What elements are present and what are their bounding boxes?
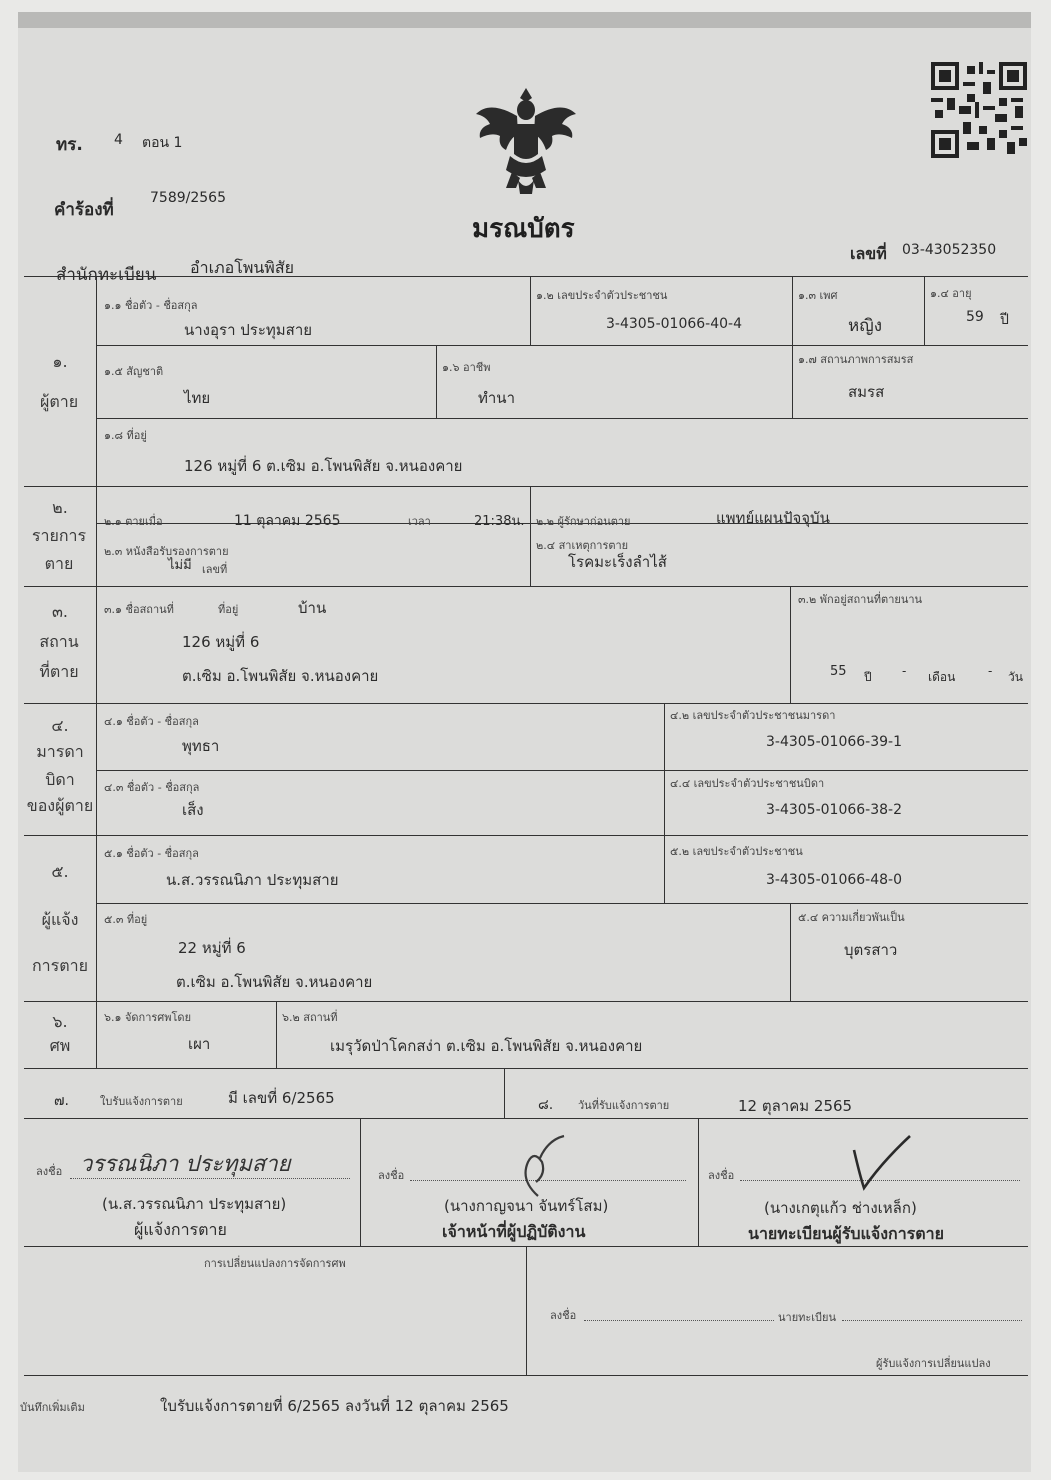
signature-2-role: เจ้าหน้าที่ผู้ปฏิบัติงาน xyxy=(442,1222,586,1241)
funeral-by-label: ๖.๑ จัดการศพโดย xyxy=(104,1011,192,1024)
document-title: มรณบัตร xyxy=(472,214,575,244)
age-unit: ปี xyxy=(1000,312,1009,328)
section-5-number: ๕. xyxy=(51,862,69,881)
relationship-value: บุตรสาว xyxy=(844,941,898,959)
informant-name: น.ส.วรรณนิภา ประทุมสาย xyxy=(166,871,339,889)
stay-months: - xyxy=(902,664,907,678)
form-code-value: 4 xyxy=(114,132,123,148)
change-sign-label: ลงชื่อ xyxy=(550,1309,577,1322)
notification-receipt-value: มี เลขที่ 6/2565 xyxy=(228,1089,335,1107)
death-cause-value: โรคมะเร็งลำไส้ xyxy=(568,553,667,571)
section-5-title: ผู้แจ้ง xyxy=(41,910,79,929)
section-6-title: ศพ xyxy=(49,1036,71,1055)
relationship-label: ๕.๔ ความเกี่ยวพันเป็น xyxy=(798,911,905,924)
informant-id: 3-4305-01066-48-0 xyxy=(766,872,903,888)
stay-years-unit: ปี xyxy=(864,670,872,684)
sex-value: หญิง xyxy=(848,316,882,336)
father-name-label: ๔.๓ ชื่อตัว - ชื่อสกุล xyxy=(104,781,200,794)
informant-name-label: ๕.๑ ชื่อตัว - ชื่อสกุล xyxy=(104,847,199,860)
death-cause-label: ๒.๔ สาเหตุการตาย xyxy=(536,539,629,552)
certificate-number-label: เลขที่ xyxy=(850,244,887,263)
section-2-title: รายการ xyxy=(31,526,87,545)
stay-days-unit: วัน xyxy=(1008,670,1023,684)
form-code-label: ทร. xyxy=(56,135,83,155)
signature-2-name: (นางกาญจนา จันทร์โสม) xyxy=(444,1197,609,1215)
section-3-title: สถาน xyxy=(39,632,79,651)
informant-address-label: ๕.๓ ที่อยู่ xyxy=(104,913,148,926)
death-place-label: ๓.๑ ชื่อสถานที่ xyxy=(104,603,174,616)
funeral-by-value: เผา xyxy=(188,1035,211,1053)
stay-years: 55 xyxy=(830,664,847,679)
notification-date-value: 12 ตุลาคม 2565 xyxy=(738,1097,853,1115)
notification-date-label: วันที่รับแจ้งการตาย xyxy=(578,1099,670,1112)
father-name: เส็ง xyxy=(182,801,204,819)
informant-address-line-1: 22 หมู่ที่ 6 xyxy=(178,939,246,957)
death-time-label: เวลา xyxy=(408,515,431,528)
signature-1-role: ผู้แจ้งการตาย xyxy=(134,1220,227,1239)
informant-id-label: ๕.๒ เลขประจำตัวประชาชน xyxy=(670,845,803,858)
informant-address-line-2: ต.เซิม อ.โพนพิสัย จ.หนองคาย xyxy=(176,973,373,991)
signature-3-mark xyxy=(846,1132,916,1192)
section-3-title-2: ที่ตาย xyxy=(39,662,79,681)
address-label: ๑.๘ ที่อยู่ xyxy=(104,429,147,442)
section-2-title-2: ตาย xyxy=(44,554,74,573)
deceased-name-label: ๑.๑ ชื่อตัว - ชื่อสกุล xyxy=(104,299,198,312)
section-3-number: ๓. xyxy=(51,602,69,621)
marital-status-value: สมรส xyxy=(848,383,885,401)
registry-office-value: อำเภอโพนพิสัย xyxy=(190,258,294,277)
death-certificate-no-label: เลขที่ xyxy=(202,563,228,576)
section-1-title: ผู้ตาย xyxy=(39,392,79,411)
additional-note-label: บันทึกเพิ่มเติม xyxy=(20,1401,85,1414)
change-receiver-label: ผู้รับแจ้งการเปลี่ยนแปลง xyxy=(876,1357,991,1370)
death-certificate-sheet xyxy=(18,12,1031,1472)
sex-label: ๑.๓ เพศ xyxy=(798,289,838,302)
father-id-label: ๔.๔ เลขประจำตัวประชาชนบิดา xyxy=(670,777,825,790)
death-place-line-2: ต.เซิม อ.โพนพิสัย จ.หนองคาย xyxy=(182,667,379,685)
nationality-label: ๑.๕ สัญชาติ xyxy=(104,365,164,378)
age-label: ๑.๔ อายุ xyxy=(930,287,972,300)
signature-2-sign-label: ลงชื่อ xyxy=(378,1169,405,1182)
treated-by-label: ๒.๒ ผู้รักษาก่อนตาย xyxy=(536,515,631,528)
section-1-number: ๑. xyxy=(52,352,68,371)
mother-id: 3-4305-01066-39-1 xyxy=(766,734,903,750)
registry-office-label: สำนักทะเบียน xyxy=(56,265,157,285)
stay-months-unit: เดือน xyxy=(928,670,956,684)
section-6-number: ๖. xyxy=(52,1012,68,1031)
death-certificate-label: ๒.๓ หนังสือรับรองการตาย xyxy=(104,545,229,558)
qr-code-icon xyxy=(931,62,1027,158)
death-certificate-value: ไม่มี xyxy=(168,558,192,573)
signature-3-sign-label: ลงชื่อ xyxy=(708,1169,735,1182)
funeral-place-value: เมรุวัดป่าโคกสง่า ต.เซิม อ.โพนพิสัย จ.หนองคาย xyxy=(330,1037,643,1055)
signature-3-role: นายทะเบียนผู้รับแจ้งการตาย xyxy=(748,1224,945,1243)
signature-1-name: (น.ส.วรรณนิภา ประทุมสาย) xyxy=(102,1195,287,1213)
age-value: 59 xyxy=(966,309,984,325)
section-4-title-3: ของผู้ตาย xyxy=(26,796,94,815)
mother-name-label: ๔.๑ ชื่อตัว - ชื่อสกุล xyxy=(104,715,199,728)
death-date-label: ๒.๑ ตายเมื่อ xyxy=(104,515,163,528)
notification-receipt-label: ใบรับแจ้งการตาย xyxy=(100,1095,183,1108)
marital-status-label: ๑.๗ สถานภาพการสมรส xyxy=(798,353,914,366)
occupation-label: ๑.๖ อาชีพ xyxy=(442,361,491,374)
section-5-title-2: การตาย xyxy=(31,956,88,975)
father-id: 3-4305-01066-38-2 xyxy=(766,802,903,818)
deceased-id-label: ๑.๒ เลขประจำตัวประชาชน xyxy=(536,289,668,302)
funeral-place-label: ๖.๒ สถานที่ xyxy=(282,1011,338,1024)
funeral-change-label: การเปลี่ยนแปลงการจัดการศพ xyxy=(204,1257,346,1270)
deceased-id: 3-4305-01066-40-4 xyxy=(606,316,743,332)
treated-by-value: แพทย์แผนปัจจุบัน xyxy=(716,509,830,527)
section-4-number: ๔. xyxy=(51,716,69,735)
form-part-label: ตอน 1 xyxy=(142,135,183,151)
request-number-label: คำร้องที่ xyxy=(54,200,114,220)
additional-note-text: ใบรับแจ้งการตายที่ 6/2565 ลงวันที่ 12 ตุลาคม 2565 xyxy=(160,1397,509,1415)
garuda-emblem-icon xyxy=(470,80,582,200)
death-place-name: บ้าน xyxy=(298,599,327,617)
death-place-line-1: 126 หมู่ที่ 6 xyxy=(182,633,260,651)
occupation-value: ทำนา xyxy=(478,389,515,407)
mother-name: พุทธา xyxy=(182,737,220,755)
mother-id-label: ๔.๒ เลขประจำตัวประชาชนมารดา xyxy=(670,709,836,722)
death-place-address-label: ที่อยู่ xyxy=(218,603,239,616)
section-4-title-2: บิดา xyxy=(45,770,75,789)
address-value: 126 หมู่ที่ 6 ต.เซิม อ.โพนพิสัย จ.หนองคาย xyxy=(184,457,463,475)
stay-days: - xyxy=(988,664,993,678)
signature-3-name: (นางเกตุแก้ว ช่างเหล็ก) xyxy=(764,1199,917,1217)
section-8-number: ๘. xyxy=(538,1097,554,1113)
death-time: 21:38น. xyxy=(474,514,525,529)
signature-2-mark xyxy=(512,1128,572,1200)
section-7-number: ๗. xyxy=(54,1093,69,1109)
certificate-number-value: 03-43052350 xyxy=(902,242,997,258)
deceased-name: นางอุรา ประทุมสาย xyxy=(184,321,313,339)
change-registrar-label: นายทะเบียน xyxy=(778,1311,837,1324)
request-number-value: 7589/2565 xyxy=(150,190,226,206)
nationality-value: ไทย xyxy=(184,389,211,407)
signature-1-sign-label: ลงชื่อ xyxy=(36,1165,63,1178)
section-2-number: ๒. xyxy=(52,498,68,517)
signature-1-handwriting: วรรณนิภา ประทุมสาย xyxy=(80,1152,291,1177)
death-date: 11 ตุลาคม 2565 xyxy=(234,513,341,529)
stay-duration-label: ๓.๒ พักอยู่สถานที่ตายนาน xyxy=(798,593,923,606)
section-4-title: มารดา xyxy=(36,742,84,761)
